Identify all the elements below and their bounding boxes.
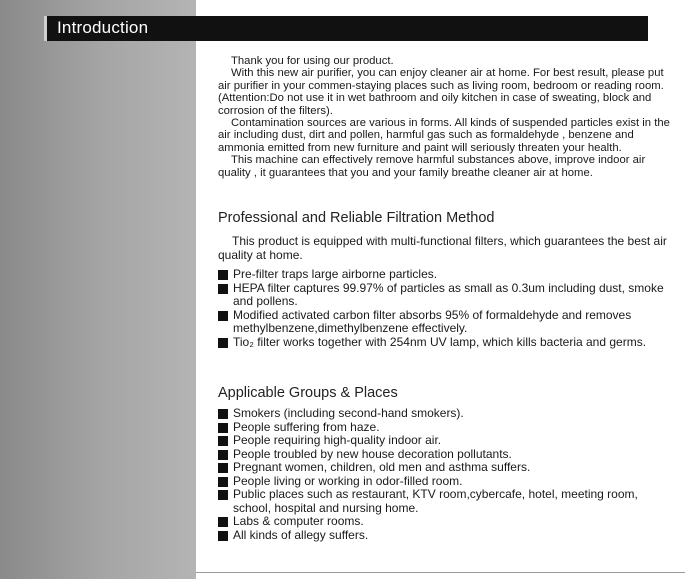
list-item [218, 407, 672, 421]
list-item-text: Modified activated carbon filter absorbs 95% of formaldehyde and removes methylbenzene,dimethylbenzene effectively. [233, 307, 632, 335]
page-title: Introduction [57, 18, 149, 37]
list-item-text: People suffering from haze. [233, 419, 380, 434]
filtration-heading: Professional and Reliable Filtration Method [218, 210, 495, 226]
intro-paragraph: Contamination sources are various in forms. All kinds of suspended particles exist in the air including dust, dirt and pollen, harmful gas such as formaldehyde , benzene and ammonia emitted from new furniture and paint will seriously threaten your health. [218, 117, 670, 154]
header-bar [44, 16, 648, 41]
list-item-text: People troubled by new house decoration pollutants. [233, 446, 512, 461]
filtration-description-text: This product is equipped with multi-functional filters, which guarantees the best air quality at home. [218, 234, 667, 262]
list-item-text: Pre-filter traps large airborne particles. [233, 267, 438, 281]
list-item-text: People living or working in odor-filled room. [233, 473, 463, 488]
square-bullet-icon [218, 284, 228, 294]
list-item [218, 309, 672, 336]
list-item [218, 434, 672, 448]
list-item [218, 336, 672, 350]
list-item [218, 515, 672, 529]
list-item-text: Tio₂ filter works together with 254nm UV lamp, which kills bacteria and germs. [233, 334, 647, 349]
square-bullet-icon [218, 436, 228, 446]
list-item [218, 448, 672, 462]
square-bullet-icon [218, 423, 228, 433]
intro-section [218, 55, 672, 179]
square-bullet-icon [218, 270, 228, 280]
list-item [218, 282, 672, 309]
list-item [218, 529, 672, 543]
groups-heading: Applicable Groups & Places [218, 385, 398, 401]
square-bullet-icon [218, 311, 228, 321]
groups-list [218, 407, 672, 542]
sidebar-panel [0, 0, 196, 579]
square-bullet-icon [218, 450, 228, 460]
list-item [218, 475, 672, 489]
square-bullet-icon [218, 409, 228, 419]
intro-paragraph: With this new air purifier, you can enjoy cleaner air at home. For best result, please put air purifier in your commen-staying places such as living room, bedroom or reading room.(Attention:Do not use it in wet bathroom and oily kitchen in case of sweating, block and corrosion of the filters). [218, 67, 664, 117]
square-bullet-icon [218, 477, 228, 487]
square-bullet-icon [218, 463, 228, 473]
list-item-text: Public places such as restaurant, KTV room,cybercafe, hotel, meeting room, school, hospital and nursing home. [233, 487, 638, 515]
list-item-text: People requiring high-quality indoor air. [233, 433, 442, 447]
list-item-text: HEPA filter captures 99.97% of particles as small as 0.3um including dust, smoke and pollens. [233, 280, 664, 308]
list-item-text: Labs & computer rooms. [233, 514, 364, 528]
square-bullet-icon [218, 338, 228, 348]
list-item [218, 461, 672, 475]
square-bullet-icon [218, 531, 228, 541]
list-item [218, 268, 672, 282]
filtration-list [218, 268, 672, 349]
list-item-text: Smokers (including second-hand smokers). [233, 406, 464, 420]
bottom-divider [196, 572, 685, 573]
filtration-description [218, 235, 672, 262]
square-bullet-icon [218, 517, 228, 527]
square-bullet-icon [218, 490, 228, 500]
list-item [218, 488, 672, 515]
list-item [218, 421, 672, 435]
intro-paragraph: Thank you for using our product. [231, 55, 394, 67]
list-item-text: All kinds of allegy suffers. [233, 527, 369, 542]
intro-paragraph: This machine can effectively remove harmful substances above, improve indoor air quality , it guarantees that you and your family breathe cleaner air at home. [218, 154, 646, 179]
list-item-text: Pregnant women, children, old men and asthma suffers. [233, 460, 531, 474]
